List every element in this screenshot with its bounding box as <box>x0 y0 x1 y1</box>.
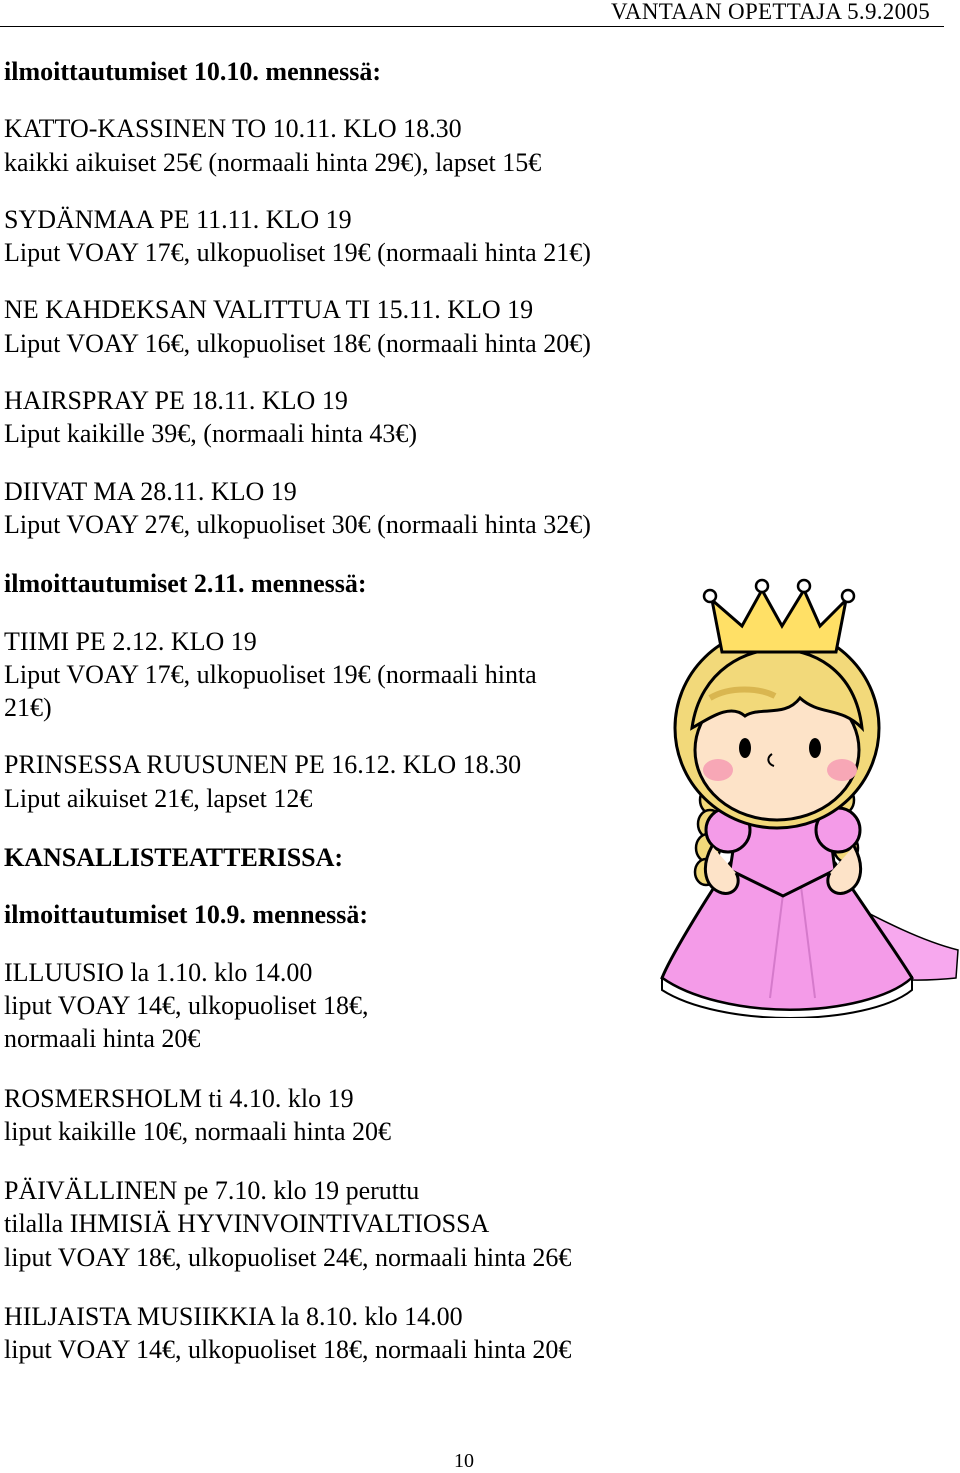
event-title: ROSMERSHOLM ti 4.10. klo 19 <box>4 1083 354 1113</box>
page-number: 10 <box>454 1450 474 1472</box>
event-tiimi <box>4 625 704 725</box>
registration-heading: ilmoittautumiset 10.10. mennessä: <box>4 57 381 86</box>
event-price: liput VOAY 14€, ulkopuoliset 18€, <box>4 990 369 1020</box>
event-title: KATTO-KASSINEN TO 10.11. KLO 18.30 <box>4 114 462 144</box>
event-title: SYDÄNMAA PE 11.11. KLO 19 <box>4 204 352 234</box>
event-price: Liput kaikille 39€, (normaali hinta 43€) <box>4 419 418 449</box>
event-title: PÄIVÄLLINEN pe 7.10. klo 19 peruttu <box>4 1176 420 1206</box>
event-prinsessa-ruusunen <box>4 748 704 815</box>
event-price: liput VOAY 14€, ulkopuoliset 18€, normaali hinta 20€ <box>4 1335 572 1365</box>
event-price: kaikki aikuiset 25€ (normaali hinta 29€), lapset 15€ <box>4 147 542 177</box>
event-price: Liput VOAY 17€, ulkopuoliset 19€ (normaali hinta <box>4 659 537 689</box>
princess-illustration <box>650 578 960 1018</box>
event-price: liput kaikille 10€, normaali hinta 20€ <box>4 1116 392 1146</box>
event-list <box>4 55 704 1367</box>
event-note: tilalla IHMISIÄ HYVINVOINTIVALTIOSSA <box>4 1209 490 1239</box>
event-title: DIIVAT MA 28.11. KLO 19 <box>4 476 297 506</box>
event-title: HILJAISTA MUSIIKKIA la 8.10. klo 14.00 <box>4 1302 463 1332</box>
event-price: Liput VOAY 17€, ulkopuoliset 19€ (normaali hinta 21€) <box>4 238 591 268</box>
event-price: Liput VOAY 27€, ulkopuoliset 30€ (normaali hinta 32€) <box>4 509 591 539</box>
event-price: 21€) <box>4 693 52 723</box>
event-title: TIIMI PE 2.12. KLO 19 <box>4 626 257 656</box>
event-hairspray <box>4 384 704 451</box>
event-price: normaali hinta 20€ <box>4 1024 201 1054</box>
registration-heading: ilmoittautumiset 2.11. mennessä: <box>4 569 367 599</box>
event-katto-kassinen <box>4 112 704 179</box>
event-paivallinen <box>4 1174 704 1274</box>
event-price: Liput aikuiset 21€, lapset 12€ <box>4 783 313 813</box>
theatre-heading: KANSALLISTEATTERISSA: <box>4 843 344 873</box>
event-sydanmaa <box>4 203 704 270</box>
header-title: VANTAAN OPETTAJA 5.9.2005 <box>610 0 930 24</box>
event-price: Liput VOAY 16€, ulkopuoliset 18€ (normaali hinta 20€) <box>4 328 591 358</box>
event-title: ILLUUSIO la 1.10. klo 14.00 <box>4 957 313 987</box>
event-hiljaista-musiikkia <box>4 1300 704 1367</box>
event-rosmersholm <box>4 1082 704 1149</box>
event-diivat <box>4 475 704 542</box>
event-title: HAIRSPRAY PE 18.11. KLO 19 <box>4 386 348 416</box>
event-title: PRINSESSA RUUSUNEN PE 16.12. KLO 18.30 <box>4 750 522 780</box>
event-illuusio <box>4 956 704 1056</box>
registration-heading: ilmoittautumiset 10.9. mennessä: <box>4 900 368 930</box>
page-header <box>0 0 944 27</box>
event-price: liput VOAY 18€, ulkopuoliset 24€, normaali hinta 26€ <box>4 1242 572 1272</box>
event-ne-kahdeksan-valittua <box>4 293 704 360</box>
event-title: NE KAHDEKSAN VALITTUA TI 15.11. KLO 19 <box>4 295 534 325</box>
